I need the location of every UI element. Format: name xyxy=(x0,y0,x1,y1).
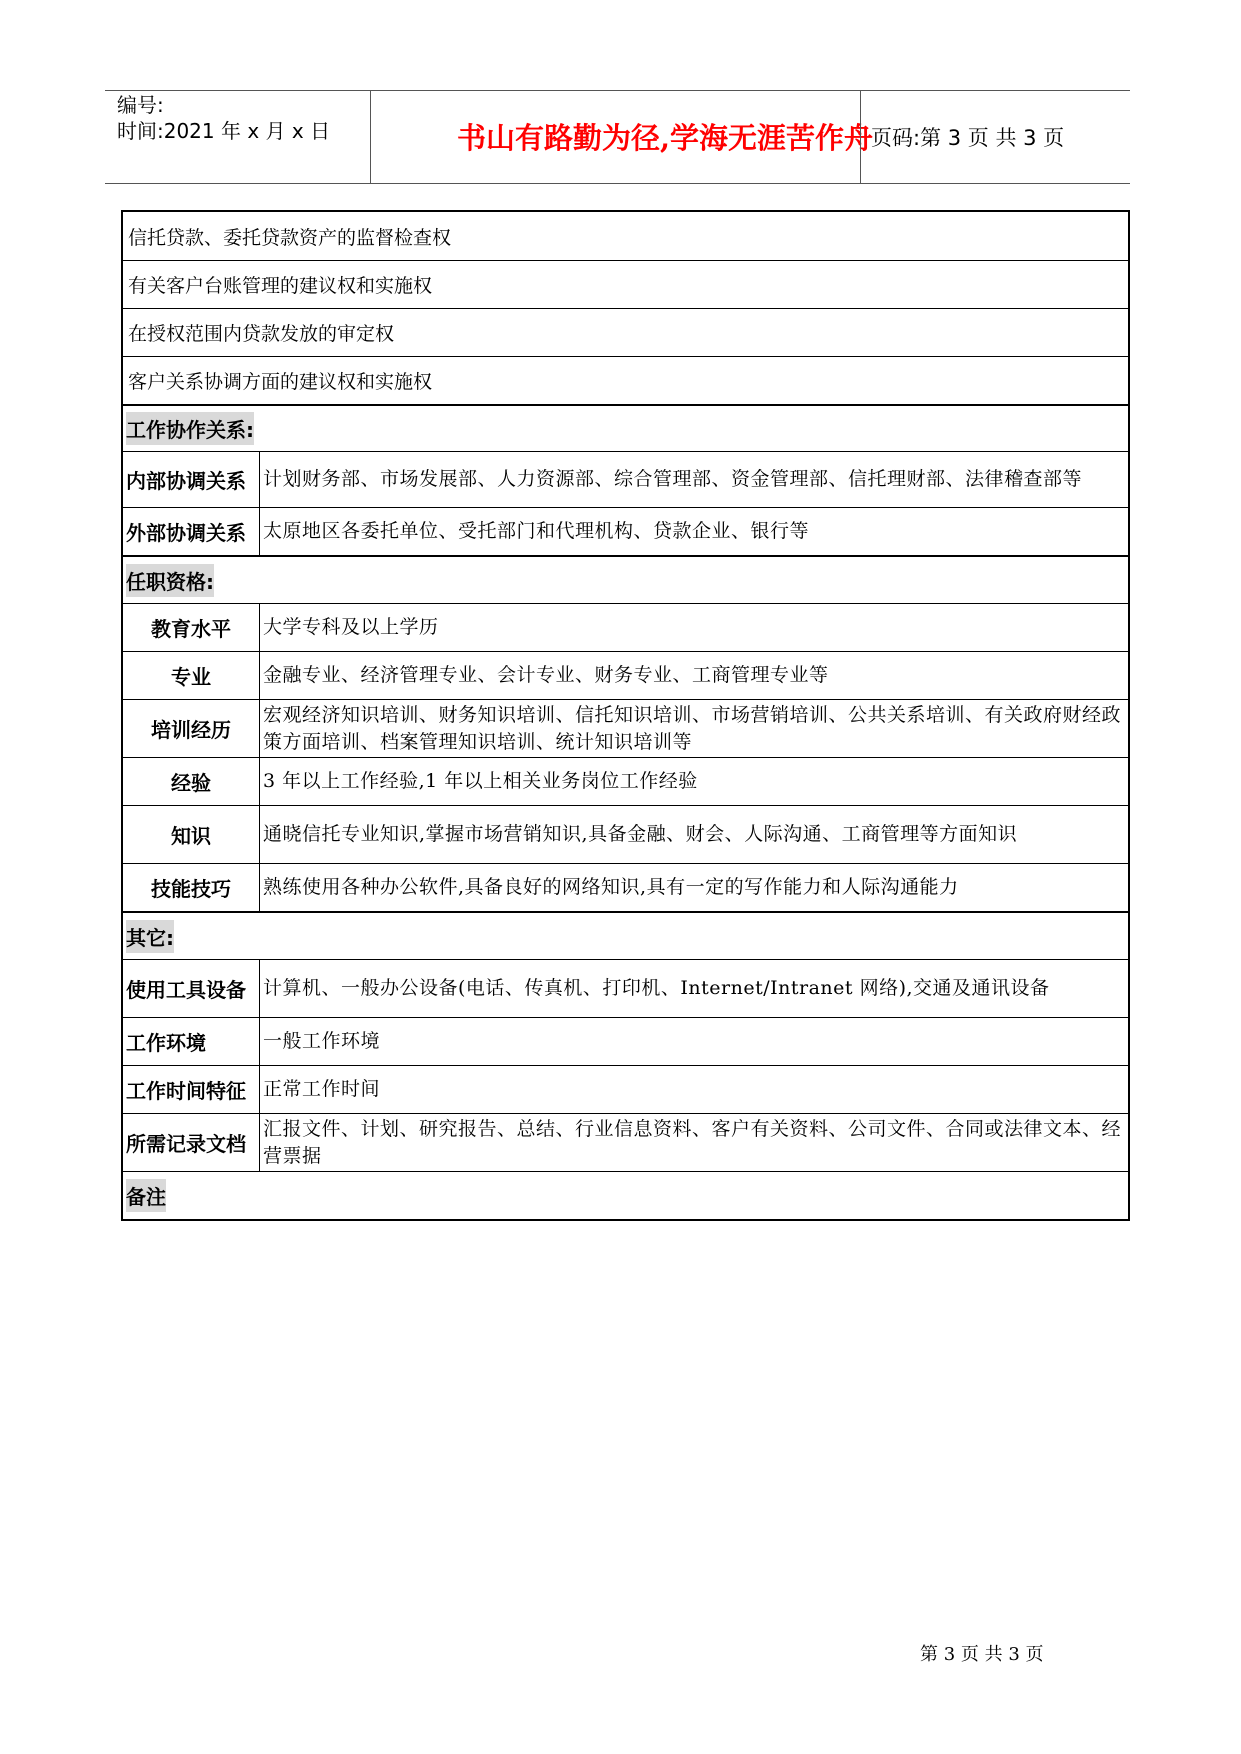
tools-row xyxy=(123,959,1128,1017)
remarks-label: 备注 xyxy=(126,1179,166,1212)
education-label: 教育水平 xyxy=(123,604,260,651)
tools-label: 使用工具设备 xyxy=(123,960,260,1017)
training-row xyxy=(123,699,1128,757)
skills-label: 技能技巧 xyxy=(123,864,260,911)
authority-text: 在授权范围内贷款发放的审定权 xyxy=(128,323,395,345)
authority-text: 有关客户台账管理的建议权和实施权 xyxy=(128,275,433,297)
qualifications-section xyxy=(123,555,1128,603)
external-relations-value: 太原地区各委托单位、受托部门和代理机构、贷款企业、银行等 xyxy=(263,520,810,542)
environment-row xyxy=(123,1017,1128,1065)
work-relations-title: 工作协作关系: xyxy=(126,412,254,445)
header-meta xyxy=(117,92,330,144)
major-row xyxy=(123,651,1128,699)
authority-text: 信托贷款、委托贷款资产的监督检查权 xyxy=(128,226,452,249)
external-relations-label: 外部协调关系 xyxy=(123,508,260,555)
experience-row xyxy=(123,757,1128,805)
external-relations-row xyxy=(123,507,1128,555)
section-title xyxy=(123,557,1128,603)
education-value: 大学专科及以上学历 xyxy=(263,616,439,638)
major-value: 金融专业、经济管理专业、会计专业、财务专业、工商管理专业等 xyxy=(263,664,829,686)
documents-label: 所需记录文档 xyxy=(123,1114,260,1171)
internal-relations-value: 计划财务部、市场发展部、人力资源部、综合管理部、资金管理部、信托理财部、法律稽查部等 xyxy=(263,468,1083,490)
authority-row xyxy=(123,308,1128,356)
hours-row xyxy=(123,1065,1128,1113)
header-motto: 书山有路勤为径,学海无涯苦作舟 xyxy=(456,121,874,155)
authority-text: 客户关系协调方面的建议权和实施权 xyxy=(128,371,433,393)
authority-row xyxy=(123,260,1128,308)
job-description-table xyxy=(121,210,1130,1221)
hours-value: 正常工作时间 xyxy=(263,1078,381,1100)
others-title: 其它: xyxy=(126,920,174,953)
section-title xyxy=(123,406,1128,451)
doc-number-label: 编号: xyxy=(117,93,164,117)
skills-row xyxy=(123,863,1128,911)
others-section xyxy=(123,911,1128,959)
authority-row xyxy=(123,356,1128,404)
tools-value: 计算机、一般办公设备(电话、传真机、打印机、Internet/Intranet 网络),交通及通讯设备 xyxy=(263,977,1050,999)
header-page-number: 页码:第 3 页 共 3 页 xyxy=(871,126,1065,150)
education-row xyxy=(123,603,1128,651)
skills-value: 熟练使用各种办公软件,具备良好的网络知识,具有一定的写作能力和人际沟通能力 xyxy=(263,876,959,898)
documents-row xyxy=(123,1113,1128,1171)
knowledge-row xyxy=(123,805,1128,863)
remarks-row xyxy=(123,1171,1128,1219)
work-relations-section xyxy=(123,404,1128,451)
page-footer: 第 3 页 共 3 页 xyxy=(920,1644,1044,1665)
documents-value: 汇报文件、计划、研究报告、总结、行业信息资料、客户有关资料、公司文件、合同或法律文本、经营票据 xyxy=(263,1117,1122,1167)
page-header xyxy=(105,90,1130,184)
doc-time-label: 时间:2021 年 x 月 x 日 xyxy=(117,119,331,143)
authority-row xyxy=(123,212,1128,260)
header-divider-right xyxy=(860,90,861,183)
environment-label: 工作环境 xyxy=(123,1018,260,1065)
internal-relations-row xyxy=(123,451,1128,507)
qualifications-title: 任职资格: xyxy=(126,564,214,597)
knowledge-value: 通晓信托专业知识,掌握市场营销知识,具备金融、财会、人际沟通、工商管理等方面知识 xyxy=(263,823,1018,845)
header-top-rule xyxy=(105,90,1130,91)
internal-relations-label: 内部协调关系 xyxy=(123,452,260,507)
environment-value: 一般工作环境 xyxy=(263,1030,381,1052)
training-value: 宏观经济知识培训、财务知识培训、信托知识培训、市场营销培训、公共关系培训、有关政府财经政策方面培训、档案管理知识培训、统计知识培训等 xyxy=(263,703,1122,753)
experience-label: 经验 xyxy=(123,758,260,805)
experience-value: 3 年以上工作经验,1 年以上相关业务岗位工作经验 xyxy=(263,770,698,792)
major-label: 专业 xyxy=(123,652,260,699)
section-title xyxy=(123,913,1128,959)
knowledge-label: 知识 xyxy=(123,806,260,863)
hours-label: 工作时间特征 xyxy=(123,1066,260,1113)
header-bottom-rule xyxy=(105,183,1130,184)
remarks-cell xyxy=(123,1172,1128,1219)
training-label: 培训经历 xyxy=(123,700,260,757)
